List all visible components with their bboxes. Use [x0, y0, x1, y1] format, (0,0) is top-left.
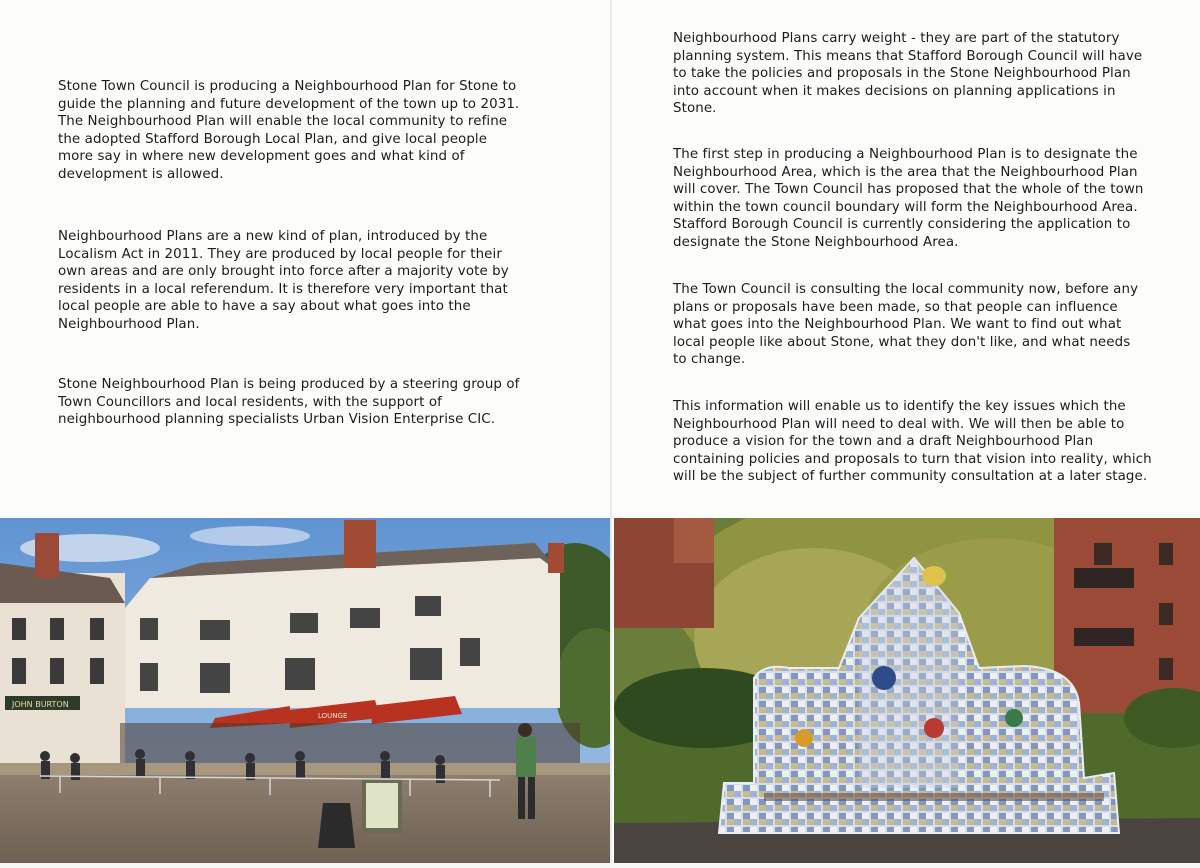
- right-paragraph-2: The first step in producing a Neighbourhood Plan is to designate the Neighbourhood Area, which is the area that the Neighbourhood Plan will cover. The Town Council has proposed that the whole of the town within the town council boundary will form the Neighbourhood Area. Stafford Borough Council is currently considering the application to designate the Stone Neighbourhood Area.: [673, 147, 1144, 250]
- left-paragraph-3: Stone Neighbourhood Plan is being produced by a steering group of Town Councillors and local residents, with the support of neighbourhood planning specialists Urban Vision Enterprise CIC.: [58, 377, 520, 428]
- lounge-sign: LOUNGE: [318, 712, 348, 720]
- right-paragraph-1: Neighbourhood Plans carry weight - they are part of the statutory planning system. This means that Stafford Borough Council will have to take the policies and proposals in the Stone Neighbourhood Plan into account when it makes decisions on planning applications in Stone.: [673, 31, 1143, 117]
- left-paragraph-2: Neighbourhood Plans are a new kind of plan, introduced by the Localism Act in 2011. They are produced by local people for their own areas and are only brought into force after a majority vote by residents in a local referendum. It is therefore very important that local people are able to have a say about what goes into the Neighbourhood Plan.: [58, 229, 509, 332]
- mosaic-sculpture-photo: [614, 518, 1200, 863]
- town-square-photo: [0, 518, 610, 863]
- right-paragraph-3: The Town Council is consulting the local community now, before any plans or proposals have been made, so that people can influence what goes into the Neighbourhood Plan. We want to find out what local people like about Stone, what they don't like, and what needs to change.: [673, 282, 1139, 368]
- left-paragraph-1: Stone Town Council is producing a Neighbourhood Plan for Stone to guide the planning and future development of the town up to 2031. The Neighbourhood Plan will enable the local community to refine the adopted Stafford Borough Local Plan, and give local people more say in where new development goes and what kind of development is allowed.: [58, 79, 520, 182]
- john-burton-sign: JOHN BURTON: [12, 700, 69, 709]
- right-paragraph-4: This information will enable us to identify the key issues which the Neighbourhood Plan will need to deal with. We will then be able to produce a vision for the town and a draft Neighbourhood Plan containing policies and proposals to turn that vision into reality, which will be the subject of further community consultation at a later stage.: [673, 399, 1152, 485]
- page-fold: [610, 0, 612, 868]
- bottom-margin: [0, 863, 1200, 868]
